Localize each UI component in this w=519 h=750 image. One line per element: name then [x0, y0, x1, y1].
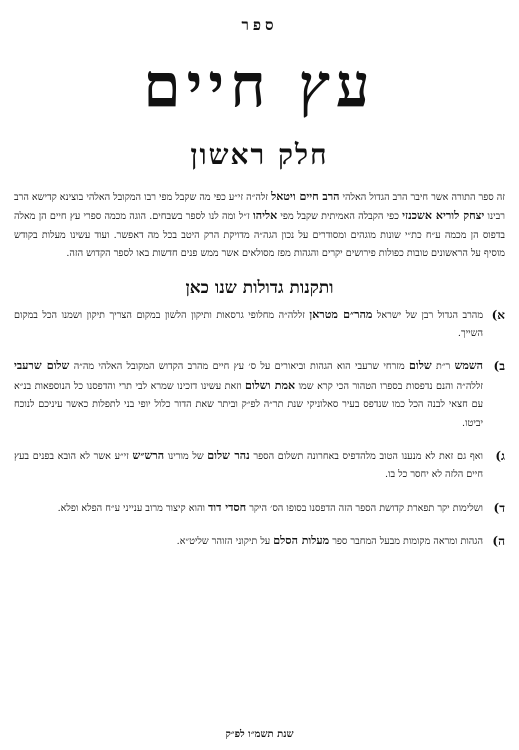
item-text: וזאת עשינו דזכינו שמרא לבי תרי והדפסנו כל הנוספאות בנ״א עם חצאי לבנה הכל כמו שנדפס בעיר סאלוניקי שנת תר״ה לפ״ק וביתר שאת הדור כלול יופי בני לתפלות כאשר עיניכם לנוכח יביטו.: [14, 380, 483, 429]
list-item: [14, 447, 505, 485]
item-emphasis: הרש״ש: [132, 449, 165, 463]
item-text: של מורינו: [164, 451, 208, 463]
item-text: הגהות ומראה מקומות מבעל המחבר ספר: [329, 536, 483, 548]
item-letter: ד): [493, 500, 505, 515]
item-emphasis: שלום: [409, 359, 432, 373]
item-letter: ג): [495, 449, 505, 464]
intro-text-3: כפי הקבלה האמיתית שקבל מפי: [277, 211, 403, 223]
item-text: ואף גם זאת לא מנענו הטוב מלהדפיס באחרונה תשלום הספר: [249, 451, 484, 463]
intro-text-4: ז״ל ומה לנו לספר בשבחים. הוגה מכמה ספרי עץ חיים הן מאלה בדפוס הן מכמה ע״ח כת״י שונות מוגהים ומסודרים על נכון הגה״ה מדויקת הרק היטב בכל מה דאפשר. ועוד עשינו מעלות בקודש מוסיף על הראשונים טובות כפולות פירושים יקרים והגהות מפז מסולאים אשר ממש פנים חדשות באו לספר הקדוש הזה.: [14, 211, 505, 260]
intro-text-1: זה ספר התורה אשר חיבר הרב הגדול האלהי: [339, 192, 505, 203]
intro-paragraph: [14, 188, 505, 264]
item-text: זללה״ה והנם נדפסות בספרו הטהור הכי קרא שמו: [295, 380, 483, 392]
teacher-name: יצחק לוריא אשכנזי: [402, 209, 485, 223]
item-emphasis: מעלות הסלם: [273, 534, 330, 548]
item-letter: ב): [493, 359, 505, 374]
item-emphasis: מהר״ם מטראן: [309, 307, 373, 321]
item-text: ר״ת: [431, 361, 455, 373]
item-emphasis: נהר שלום: [207, 449, 250, 463]
item-emphasis: שלום שרעבי: [14, 359, 70, 373]
list-item: [14, 499, 505, 518]
item-text: והוא קיצור מרוב ענייני ע״ח הפלא ופלא.: [57, 502, 208, 514]
item-emphasis: אמת ושלום: [244, 378, 296, 392]
list-item: [14, 306, 505, 344]
section-title: ותקנות גדולות שנו כאן: [185, 277, 334, 298]
item-text: זללה״ה מחלופי גרסאות ותיקון הלשון במקום הצריך תיקון ושמנו הכל במקום השייך.: [14, 309, 483, 340]
item-letter: א): [491, 307, 505, 322]
book-title: עץ חיים: [143, 51, 376, 121]
intro-text-2: זלה״ה זי״ע כפי מה שקבל מפי רבו המקובל האלהי בוצינא קדישא הרב רבינו: [14, 192, 505, 223]
item-letter: ה): [492, 534, 505, 549]
part-title: חלק ראשון: [190, 138, 329, 171]
list-item: [14, 357, 505, 433]
item-text: זי״ע אשר לא הובא בפנים בעץ חיים הלזה לא יחסר כל בו.: [14, 451, 483, 481]
sefer-label: ספר: [241, 16, 278, 34]
item-text: ושלימות יקר תפארת קדושת הספר הזה הדפסנו בסופו הס׳ היקר: [246, 502, 483, 514]
item-text: מהרב הגדול רבן של ישראל: [372, 309, 484, 321]
author-name: הרב חיים ויטאל: [271, 190, 340, 203]
item-emphasis: חסדי דוד: [207, 500, 247, 514]
item-text: מזרחי שרעבי הוא הגהות וביאורים על ס׳ עץ חיים מהרב הקדוש המקובל האלהי מה״ה: [69, 361, 410, 373]
list-item: [14, 532, 505, 551]
publication-year: שנת תשמ״ו לפ״ק: [225, 729, 294, 740]
eliyahu-name: אליהו: [252, 209, 278, 223]
item-text: על תיקוני הזוהר שליט״א.: [176, 536, 274, 548]
item-emphasis: השמש: [454, 359, 483, 373]
